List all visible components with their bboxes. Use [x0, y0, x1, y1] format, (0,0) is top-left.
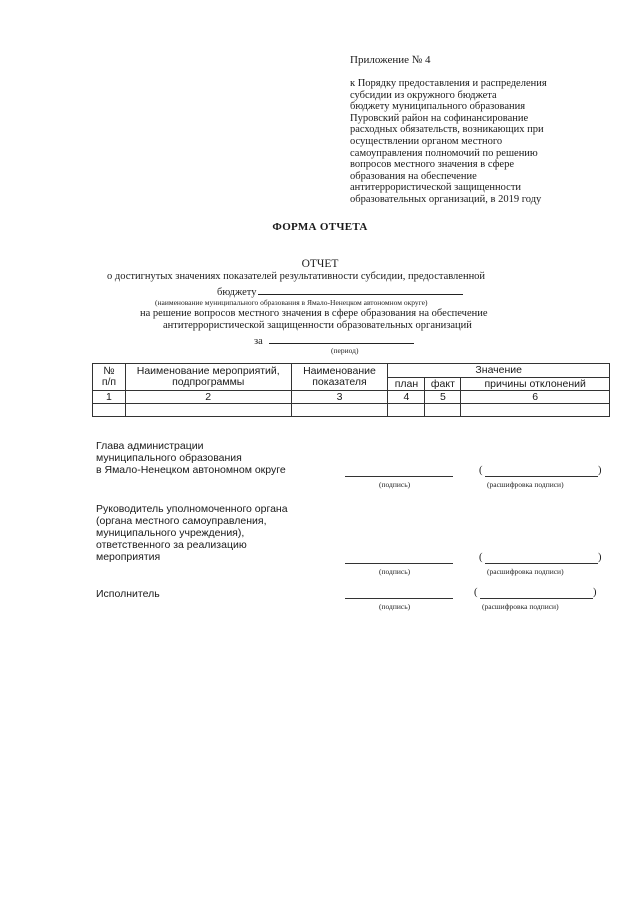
report-table: [92, 363, 610, 417]
municipality-fill-line: [258, 284, 463, 295]
sig-executor-line: Исполнитель: [96, 588, 160, 600]
header-num-line: №: [103, 365, 115, 377]
caption-signature: (подпись): [379, 480, 411, 489]
appendix-title: Приложение № 4: [350, 54, 431, 66]
sig-authorized-line: мероприятия: [96, 551, 161, 563]
report-line-3: на решение вопросов местного значения в сфере образования на обеспечение: [140, 308, 488, 319]
sig-authorized-line: муниципального учреждения),: [96, 527, 245, 539]
empty-cell[interactable]: [93, 404, 126, 417]
sig-head-label: [96, 440, 286, 476]
sig-authorized-line: ответственного за реализацию: [96, 539, 247, 551]
close-paren: ): [598, 552, 602, 563]
decode-line[interactable]: [485, 563, 598, 564]
appendix-line: Пуровский район на софинансирование: [350, 112, 529, 124]
caption-decode: (расшифровка подписи): [487, 567, 564, 576]
column-number-cell: 1: [93, 391, 126, 404]
sig-executor-label: [96, 588, 160, 600]
appendix-line: образовательных организаций, в 2019 году: [350, 193, 542, 205]
decode-line[interactable]: [480, 598, 593, 599]
empty-cell[interactable]: [125, 404, 291, 417]
sig-authorized-line: (органа местного самоуправления,: [96, 515, 267, 527]
report-title: ОТЧЕТ: [301, 258, 339, 270]
header-num: [93, 364, 126, 391]
header-indicator-line: Наименование: [303, 365, 376, 377]
report-line-2-text: бюджету: [217, 287, 257, 298]
report-line-4: антитеррористической защищенности образовательных организаций: [163, 320, 472, 331]
header-num-line: п/п: [101, 376, 117, 388]
header-events-line: Наименование мероприятий,: [136, 365, 280, 377]
column-number-cell: 5: [425, 391, 461, 404]
header-reasons: причины отклонений: [461, 378, 610, 391]
period-line: [254, 333, 414, 347]
header-fact: факт: [425, 378, 461, 391]
header-indicator-line: показателя: [312, 376, 367, 388]
header-events: [125, 364, 291, 391]
header-events-line: подпрограммы: [172, 376, 245, 388]
period-za: за: [254, 336, 263, 347]
period-fill-line: [269, 333, 414, 344]
close-paren: ): [593, 587, 597, 598]
open-paren: (: [479, 465, 483, 476]
sig-head-line: Глава администрации: [96, 440, 204, 452]
caption-municipality: (наименование муниципального образования в Ямало-Ненецком автономном округе): [155, 298, 428, 307]
open-paren: (: [474, 587, 478, 598]
open-paren: (: [479, 552, 483, 563]
column-number-cell: 6: [461, 391, 610, 404]
column-number-cell: 3: [291, 391, 388, 404]
appendix-line: к Порядку предоставления и распределения: [350, 78, 547, 89]
appendix-line: осуществлении органом местного: [350, 135, 503, 147]
report-line-2: [217, 284, 463, 298]
signature-line[interactable]: [345, 598, 453, 599]
caption-period: (период): [331, 346, 359, 355]
appendix-line: вопросов местного значения в сфере: [350, 159, 515, 171]
sig-head-line: муниципального образования: [96, 452, 242, 464]
header-indicator: [291, 364, 388, 391]
appendix-line: образования на обеспечение: [350, 170, 477, 182]
sig-authorized-label: [96, 503, 288, 563]
appendix-line: расходных обязательств, возникающих при: [350, 124, 544, 136]
caption-signature: (подпись): [379, 602, 411, 611]
form-title: ФОРМА ОТЧЕТА: [272, 221, 368, 233]
appendix-line: бюджету муниципального образования: [350, 101, 526, 113]
decode-line[interactable]: [485, 476, 598, 477]
appendix-body: [350, 78, 595, 206]
empty-cell[interactable]: [425, 404, 461, 417]
empty-cell[interactable]: [461, 404, 610, 417]
sig-authorized-line: Руководитель уполномоченного органа: [96, 503, 288, 515]
appendix-line: субсидии из окружного бюджета: [350, 89, 497, 101]
empty-cell[interactable]: [291, 404, 388, 417]
caption-decode: (расшифровка подписи): [487, 480, 564, 489]
column-number-cell: 2: [125, 391, 291, 404]
caption-signature: (подпись): [379, 567, 411, 576]
close-paren: ): [598, 465, 602, 476]
table-row: [93, 404, 610, 417]
empty-cell[interactable]: [388, 404, 425, 417]
header-value: Значение: [388, 364, 610, 378]
caption-decode: (расшифровка подписи): [482, 602, 559, 611]
signature-line[interactable]: [345, 476, 453, 477]
signature-line[interactable]: [345, 563, 453, 564]
appendix-line: антитеррористической защищенности: [350, 182, 522, 194]
sig-head-line: в Ямало-Ненецком автономном округе: [96, 464, 286, 476]
header-plan: план: [388, 378, 425, 391]
report-line-1: о достигнутых значениях показателей результативности субсидии, предоставленной: [107, 271, 486, 282]
column-number-cell: 4: [388, 391, 425, 404]
appendix-line: самоуправления полномочий по решению: [350, 147, 538, 159]
